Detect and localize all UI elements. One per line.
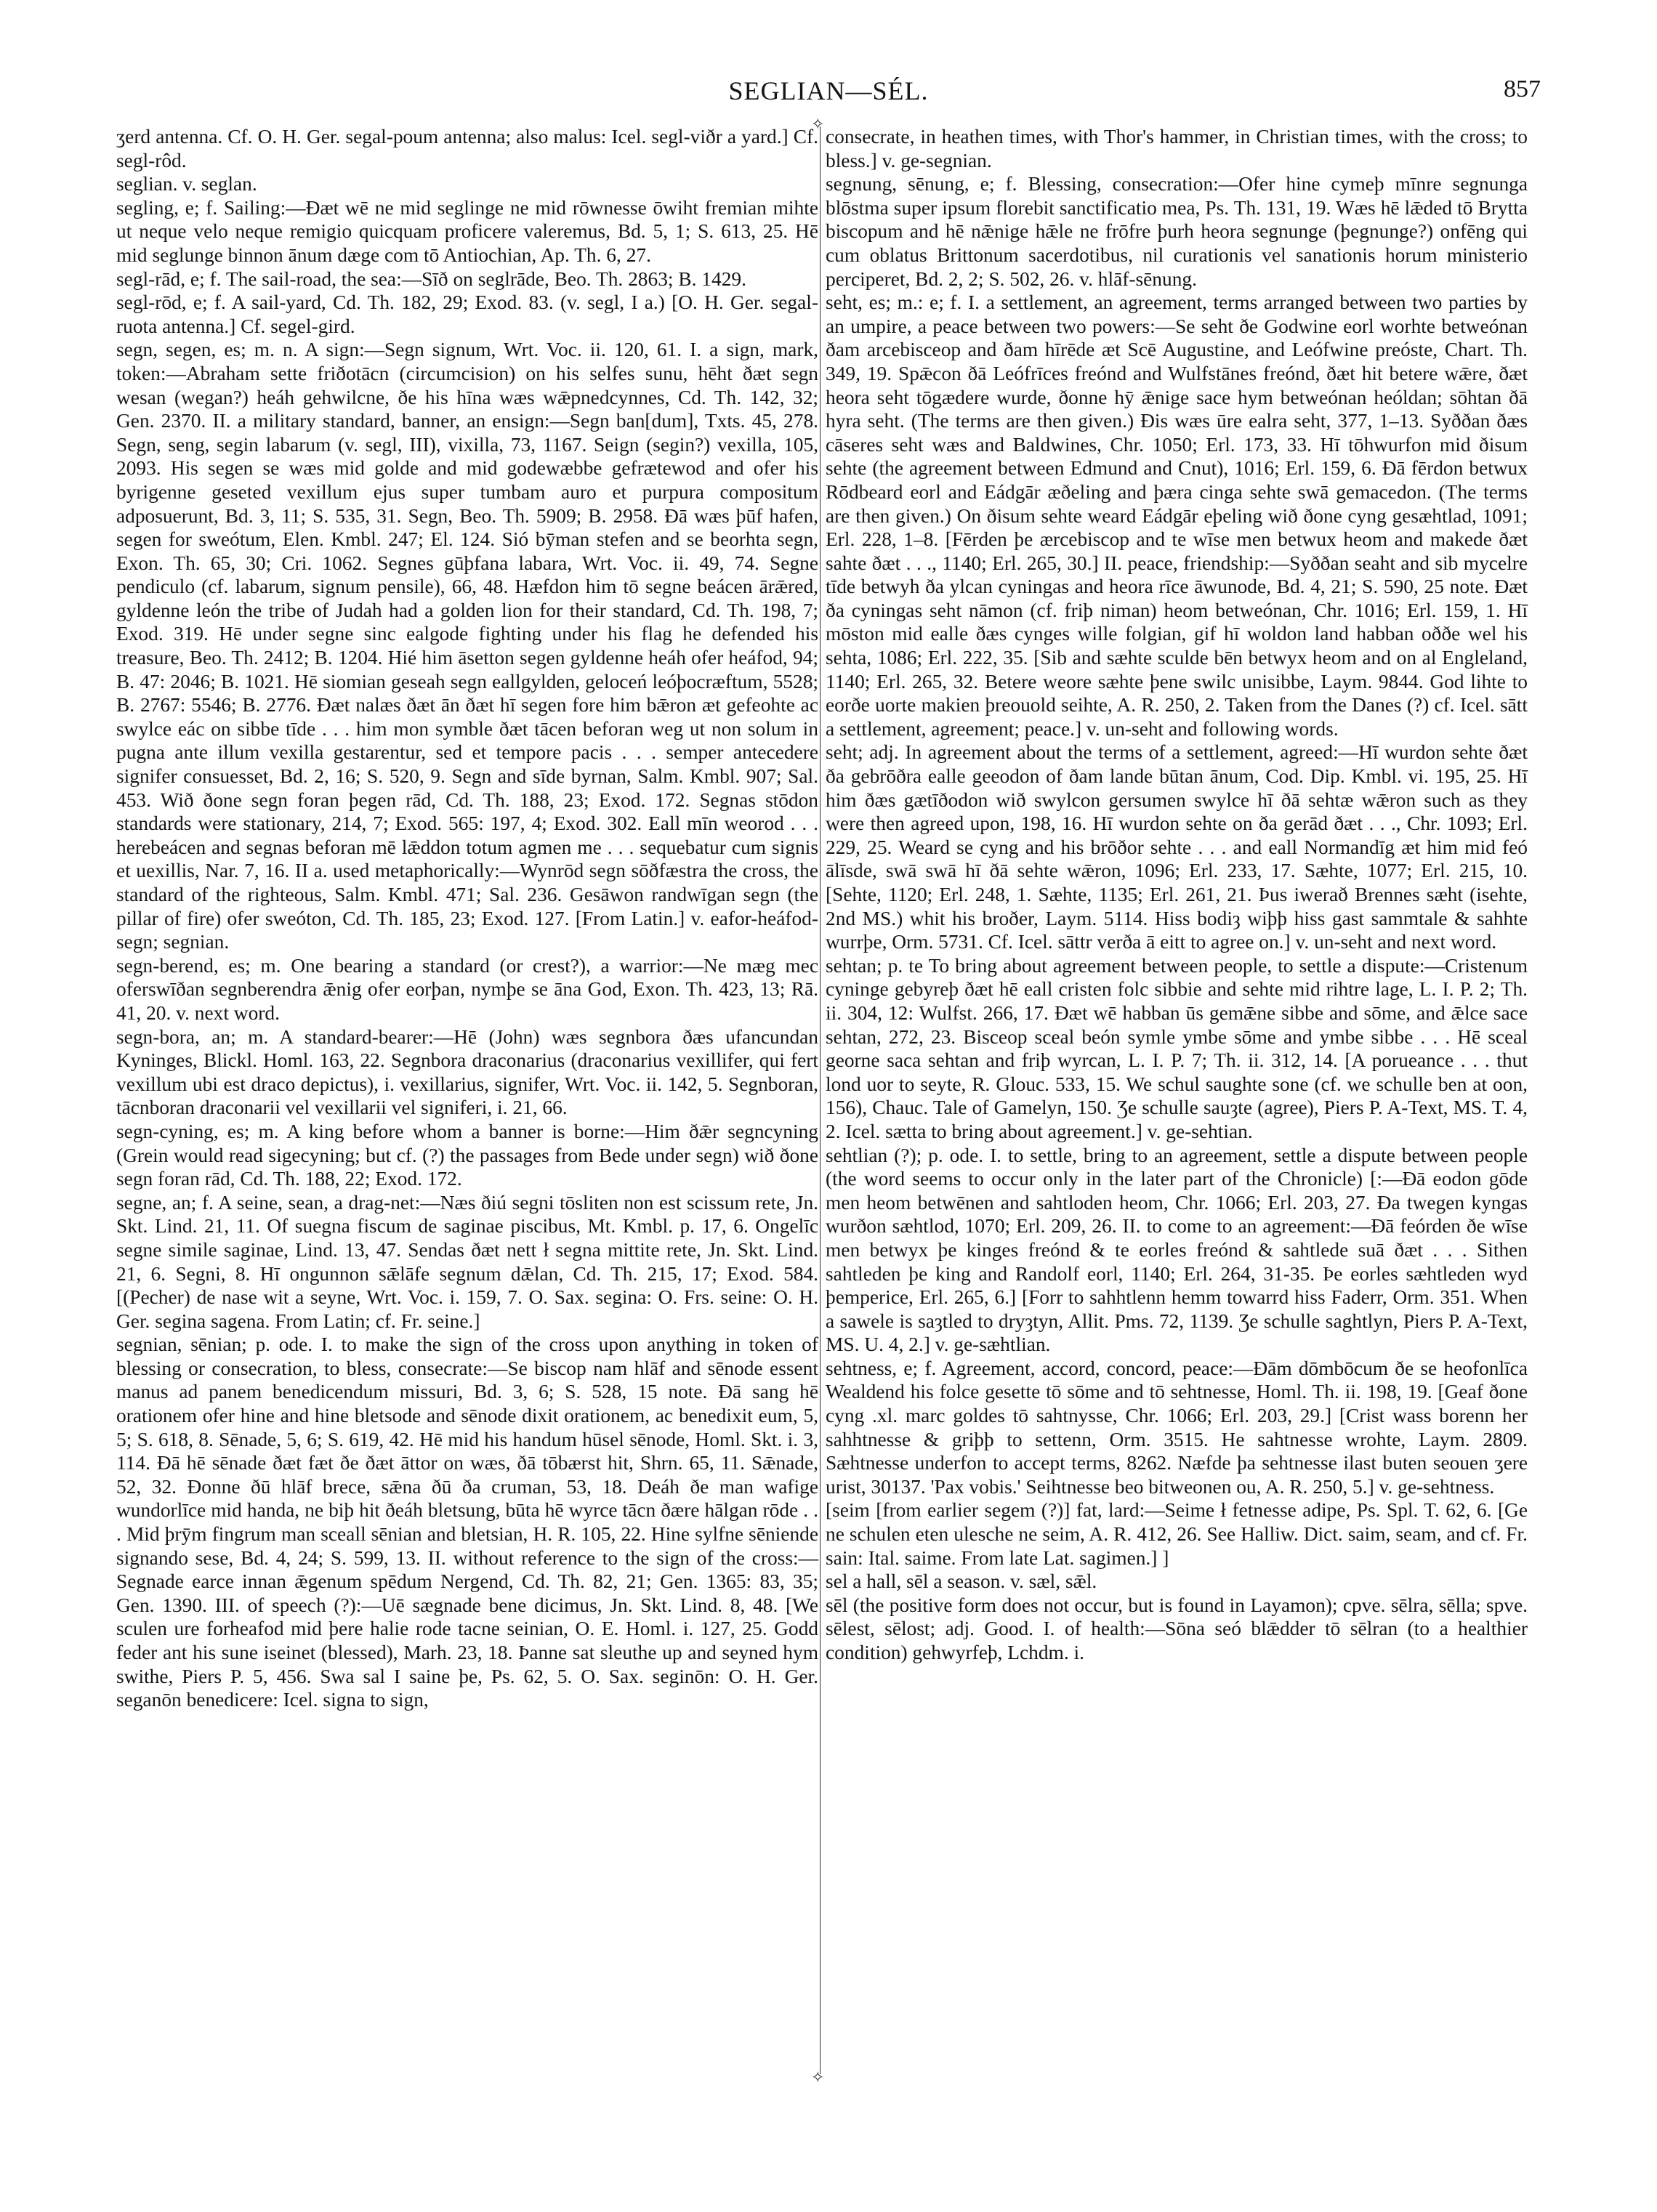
- column-ornament-bottom: ✧: [811, 2068, 825, 2086]
- dictionary-entry: sehtan; p. te To bring about agreement between people, to settle a dispute:—Cristenum cyninge gebyreþ ðæt hē eall cristen folc sibbie and sehte mid rihtre lage, L. I. P. 2; Th. ii. 304, 12: Wulfst. 266, 17. Ðæt wē habban ūs gemǣne sibbe and sōme, and ǣlce sace sehtan, 272, 23. Bisceop sceal beón symle ymbe sōme and ymbe sibbe . . . Hē sceal georne saca sehtan and friþ wyrcan, L. I. P. 7; Th. ii. 312, 14. [A porueance . . . thut lond uor to seyte, R. Glouc. 533, 15. We schul saughte sone (cf. we schulle ben at oon, 156), Chauc. Tale of Gamelyn, 150. Ʒe schulle sauȝte (agree), Piers P. A-Text, MS. T. 4, 2. Icel. sætta to bring about agreement.] v. ge-sehtian.: [826, 954, 1528, 1142]
- dictionary-entry: segn-berend, es; m. One bearing a standard (or crest?), a warrior:—Ne mæg mec oferswīðan segnberendra ǣnig ofer eorþan, nymþe se āna God, Exon. Th. 423, 13; Rā. 41, 20. v. next word.: [116, 954, 818, 1024]
- dictionary-entry: consecrate, in heathen times, with Thor's hammer, in Christian times, with the cross; to bless.] v. ge-segnian.: [826, 126, 1528, 171]
- page-header: [116, 76, 1541, 119]
- dictionary-entry: sehtness, e; f. Agreement, accord, concord, peace:—Ðām dōmbōcum ðe se heofonlīca Wealdend his folce gesette tō sōme and tō sehtnesse, Homl. Th. ii. 198, 19. [Geaf ðone cyng .xl. marc goldes tō sahtnysse, Chr. 1066; Erl. 203, 29.] [Crist wass borenn her sahhtnesse & griþþ to settenn, Orm. 3515. He sahtnesse wrohte, Laym. 2809. Sæhtnesse underfon to accept terms, 8262. Næfde þa sehtnesse ilast buten seouen ʒere urist, 30137. 'Pax vobis.' Seihtnesse beo bitweonen ou, A. R. 250, 5.] v. ge-sehtness.: [826, 1357, 1528, 1498]
- column-divider: [820, 126, 821, 2074]
- page-title: SEGLIAN—SÉL.: [728, 76, 929, 105]
- dictionary-entry: segl-rād, e; f. The sail-road, the sea:—Sīð on seglrāde, Beo. Th. 2863; B. 1429.: [116, 267, 746, 290]
- dictionary-entry: ʒerd antenna. Cf. O. H. Ger. segal-poum antenna; also malus: Icel. segl-viðr a yard.] Cf. segl-rôd.: [116, 126, 818, 171]
- dictionary-entry: segl-rōd, e; f. A sail-yard, Cd. Th. 182, 29; Exod. 83. (v. segl, I a.) [O. H. Ger. segal-ruota antenna.] Cf. segel-gird.: [116, 291, 818, 337]
- dictionary-entry: seht, es; m.: e; f. I. a settlement, an agreement, terms arranged between two parties by an umpire, a peace between two powers:—Se seht ðe Godwine eorl worhte betweónan ðam arcebisceop and ðam hīrēde æt Scē Augustine, and Leófwine preóste, Chart. Th. 349, 19. Spǣcon ðā Leófrīces freónd and Wulfstānes freónd, ðæt hit betere wǣre, ðæt heora seht tōgædere wurde, ðonne hȳ ǣnige sace hym betweónan heóldan; sōhtan ðā hyra seht. (The terms are then given.) Ðis wæs ūre ealra seht, 377, 1–13. Syððan ðæs cāseres seht wæs and Baldwines, Chr. 1050; Erl. 173, 33. Hī tōhwurfon mid ðisum sehte (the agreement between Edmund and Cnut), 1016; Erl. 159, 6. Ðā fērdon betwux Rōdbeard eorl and Eádgār æðeling and þæra cinga sehte swā gemacedon. (The terms are then given.) On ðisum sehte weard Eádgār eþeling wið ðone cyng gesæhtlad, 1091; Erl. 228, 1–8. [Fērden þe ærcebiscop and te wīse men betwux heom and makede ðæt sahte ðæt . . ., 1140; Erl. 265, 30.] II. peace, friendship:—Syððan seaht and sib mycelre tīde betwyh ða ylcan cyningas and heora rīce āwunode, Bd. 4, 21; S. 590, 25 note. Ðæt ða cyningas seht nāmon (cf. friþ niman) heom betweónan, Chr. 1016; Erl. 159, 1. Hī mōston mid ealle ðæs cynges wille folgian, gif hī woldon land habban oððe wel his sehta, 1086; Erl. 222, 35. [Sib and sæhte sculde bēn betwyx heom and on al Engleland, 1140; Erl. 265, 32. Betere weore sæhte þene swilc unisibbe, Laym. 9844. God lihte to eorðe uorte makien þreouold seihte, A. R. 250, 2. Taken from the Danes (?) cf. Icel. sātt a settlement, agreement; peace.] v. un-seht and following words.: [826, 291, 1528, 740]
- dictionary-entry: segnian, sēnian; p. ode. I. to make the sign of the cross upon anything in token of blessing or consecration, to bless, consecrate:—Se biscop nam hlāf and sēnode essent manus ad panem benedicendum missuri, Bd. 3, 6; S. 528, 15 note. Ðā sang hē orationem ofer hine and hine bletsode and sēnode dixit orationem, ac benedixit eum, 5, 5; S. 618, 8. Sēnade, 5, 6; S. 619, 42. Hē mid his handum hūsel sēnode, Homl. Skt. i. 3, 114. Ðā hē sēnade ðæt fæt ðe ðæt āttor on wæs, ðā tōbærst hit, Shrn. 65, 11. Sǣnade, 52, 32. Ðonne ðū hlāf brece, sǣna ðū ða cruman, 53, 18. Deáh ðe man wafige wundorlīce mid handa, ne biþ hit ðeáh bletsung, būta hē wyrce tācn ðære hālgan rōde . . . Mid þrȳm fingrum man sceall sēnian and bletsian, H. R. 105, 22. Hine sylfne sēniende signando sese, Bd. 4, 24; S. 599, 13. II. without reference to the sign of the cross:—Segnade earce innan ǣgenum spēdum Nergend, Cd. Th. 82, 21; Gen. 1365: 83, 35; Gen. 1390. III. of speech (?):—Uē sægnade bene dicimus, Jn. Skt. Lind. 8, 48. [We sculen ure forheafod mid þere halie rode tacne seinian, O. E. Homl. i. 127, 25. Godd feder ant his sune iseinet (blessed), Marh. 23, 18. Þanne sat sleuthe up and seyned hym swithe, Piers P. 5, 456. Swa sal I saine þe, Ps. 62, 5. O. Sax. seginōn: O. H. Ger. seganōn benedicere: Icel. signa to sign,: [116, 1333, 818, 1711]
- right-column: [826, 125, 1528, 1665]
- dictionary-entry: segn-cyning, es; m. A king before whom a banner is borne:—Him ðǣr segncyning (Grein would read sigecyning; but cf. (?) the passages from Bede under segn) wið ðone segn foran rād, Cd. Th. 188, 22; Exod. 172.: [116, 1120, 818, 1190]
- dictionary-entry: segne, an; f. A seine, sean, a drag-net:—Næs ðiú segni tōsliten non est scissum rete, Jn. Skt. Lind. 21, 11. Of suegna fiscum de saginae piscibus, Mt. Kmbl. p. 17, 6. Ongelīc segne simile saginae, Lind. 13, 47. Sendas ðæt nett ł segna mittite rete, Jn. Skt. Lind. 21, 6. Segni, 8. Hī ongunnon sǣlāfe segnum dǣlan, Cd. Th. 215, 17; Exod. 584. [(Pecher) de nase wit a seyne, Wrt. Voc. i. 159, 7. O. Sax. segina: O. Frs. seine: O. H. Ger. segina sagena. From Latin; cf. Fr. seine.]: [116, 1191, 818, 1332]
- column-ornament-top: ✧: [811, 115, 825, 133]
- dictionary-entry: segn-bora, an; m. A standard-bearer:—Hē (John) wæs segnbora ðæs ufancundan Kyninges, Blickl. Homl. 163, 22. Segnbora draconarius (draconarius vexillifer, qui fert vexillum ubi est draco depictus), i. vexillarius, signifer, Wrt. Voc. ii. 142, 5. Segnboran, tācnboran draconarii vel vexillarii vel signiferi, i. 21, 66.: [116, 1025, 818, 1119]
- left-column: [116, 125, 818, 1712]
- dictionary-entry: [seim [from earlier segem (?)] fat, lard:—Seime ł fetnesse adipe, Ps. Spl. T. 62, 6. [Ge ne schulen eten ulesche ne seim, A. R. 412, 26. See Halliw. Dict. saim, seam, and cf. Fr. sain: Ital. saime. From late Lat. sagimen.] ]: [826, 1499, 1528, 1569]
- dictionary-entry: sehtlian (?); p. ode. I. to settle, bring to an agreement, settle a dispute between people (the word seems to occur only in the later part of the Chronicle) [:—Ðā eodon gōde men heom betwēnen and sahtloden heom, Chr. 1066; Erl. 203, 27. Ða twegen kyngas wurðon sæhtlod, 1070; Erl. 209, 26. II. to come to an agreement:—Ðā feórden ðe wīse men betwyx þe kinges freónd & te eorles freónd & sahtlede suā ðæt . . . Sithen sahtleden þe king and Randolf eorl, 1140; Erl. 264, 31-35. Þe eorles sæhtleden wyd þemperice, Erl. 265, 6.] [Forr to sahhtlenn hemm towarrd hiss Faderr, Orm. 351. When a sawele is saȝtled to dryȝtyn, Allit. Pms. 72, 1139. Ʒe schulle saghtlyn, Piers P. A-Text, MS. U. 4, 2.] v. ge-sæhtlian.: [826, 1144, 1528, 1356]
- dictionary-entry: segn, segen, es; m. n. A sign:—Segn signum, Wrt. Voc. ii. 120, 61. I. a sign, mark, token:—Abraham sette friðotācn (circumcision) on his selfes sunu, hēht ðæt segn wesan (wegan?) heáh gehwilcne, ðe his hīna wæs wǣpnedcynnes, Cd. Th. 142, 32; Gen. 2370. II. a military standard, banner, an ensign:—Segn ban[dum], Txts. 45, 278. Segn, seng, segin labarum (v. segl, III), vixilla, 73, 1167. Seign (segin?) vexilla, 105, 2093. His segen se wæs mid golde and mid godewæbbe gefrætewod and ofer his byrigenne geseted vexillum ejus super tumbam auro et purpura compositum adposuerunt, Bd. 3, 11; S. 535, 31. Segn, Beo. Th. 5909; B. 2958. Ðā wæs þūf hafen, segen for sweótum, Elen. Kmbl. 247; El. 124. Sió bȳman stefen and se beorhta segn, Exon. Th. 65, 30; Cri. 1062. Segnes gūþfana labara, Wrt. Voc. ii. 49, 74. Segne pendiculo (cf. labarum, signum pensile), 66, 48. Hæfdon him tō segne beácen ārǣred, gyldenne león the tribe of Judah had a golden lion for their standard, Cd. Th. 198, 7; Exod. 319. Hē under segne sinc ealgode fighting under his flag he defended his treasure, Beo. Th. 2412; B. 1204. Hié him āsetton segen gyldenne heáh ofer heáfod, 94; B. 47: 2046; B. 1021. Hē siomian geseah segn eallgylden, geloceń leóþocræftum, 5528; B. 2767: 5546; B. 2776. Ðæt nalæs ðæt ān ðæt hī segen fore him bǣron æt gefeohte ac swylce eác on sibbe tīde . . . him mon symble ðæt tācen beforan weg ut non solum in pugna ante illum vexilla gestarentur, sed et tempore pacis . . . semper antecedere signifer consuesset, Bd. 2, 16; S. 520, 9. Segn and sīde byrnan, Salm. Kmbl. 907; Sal. 453. Wið ðone segn foran þegen rād, Cd. Th. 188, 23; Exod. 172. Segnas stōdon standards were stationary, 214, 7; Exod. 565: 197, 4; Exod. 302. Eall mīn weorod . . . herebeácen and segnas beforan mē lǣddon totum agmen me . . . sequebatur cum signis et uexillis, Nar. 7, 16. II a. used metaphorically:—Wynrōd segn sōðfæstra the cross, the standard of the righteous, Salm. Kmbl. 471; Sal. 236. Gesāwon randwīgan segn (the pillar of fire) ofer sweóton, Cd. Th. 185, 23; Exod. 127. [From Latin.] v. eafor-heáfod-segn; segnian.: [116, 339, 818, 953]
- dictionary-entry: sēl (the positive form does not occur, but is found in Layamon); cpve. sēlra, sēlla; spve. sēlest, sēlost; adj. Good. I. of health:—Sōna seó blǣdder tō sēlran (to a healthier condition) gehwyrfeþ, Lchdm. i.: [826, 1594, 1528, 1663]
- dictionary-entry: seglian. v. seglan.: [116, 173, 257, 195]
- dictionary-entry: segling, e; f. Sailing:—Ðæt wē ne mid seglinge ne mid rōwnesse ōwiht fremian mihte ut neque velo neque remigio quicquam proficere valeremus, Bd. 5, 1; S. 613, 25. Hē mid seglunge binnon ānum dæge com tō Antiochian, Ap. Th. 6, 27.: [116, 196, 818, 266]
- page-number: 857: [1504, 76, 1541, 102]
- dictionary-entry: seht; adj. In agreement about the terms of a settlement, agreed:—Hī wurdon sehte ðæt ða gebrōðra ealle geeodon of ðam lande būtan ānum, Cod. Dip. Kmbl. vi. 195, 25. Hī him ðæs gætīðodon wið swylcon gersumen swylce hī ðā sehtæ wǣron such as they were then agreed upon, 198, 16. Hī wurdon sehte on ða gerād ðæt . . ., Chr. 1093; Erl. 229, 25. Weard se cyng and his brōðor sehte . . . and eall Normandīg æt him mid feó ālīsde, swā swā hī ðā sehte wǣron, 1096; Erl. 233, 17. Sæhte, 1077; Erl. 215, 10. [Sehte, 1120; Erl. 248, 1. Sæhte, 1135; Erl. 261, 21. Þus iwerað Brennes sæht (isehte, 2nd MS.) whit his broðer, Laym. 5114. Hiss bodiȝ wiþþ hiss gast sammtale & sahhte wurrþe, Orm. 5731. Cf. Icel. sāttr verða ā eitt to agree on.] v. un-seht and next word.: [826, 741, 1528, 953]
- dictionary-entry: segnung, sēnung, e; f. Blessing, consecration:—Ofer hine cymeþ mīnre segnunga blōstma super ipsum florebit sanctificatio mea, Ps. Th. 131, 19. Wæs hē lǣded tō Brytta biscopum and hē nǣnige hǣle ne frōfre þurh heora segnunge (þegnunge?) onfēng qui cum oblatus Brittonum sacerdotibus, nil curationis vel sanationis horum ministerio perciperet, Bd. 2, 2; S. 502, 26. v. hlāf-sēnung.: [826, 173, 1528, 290]
- dictionary-entry: sel a hall, sēl a season. v. sæl, sǣl.: [826, 1570, 1097, 1593]
